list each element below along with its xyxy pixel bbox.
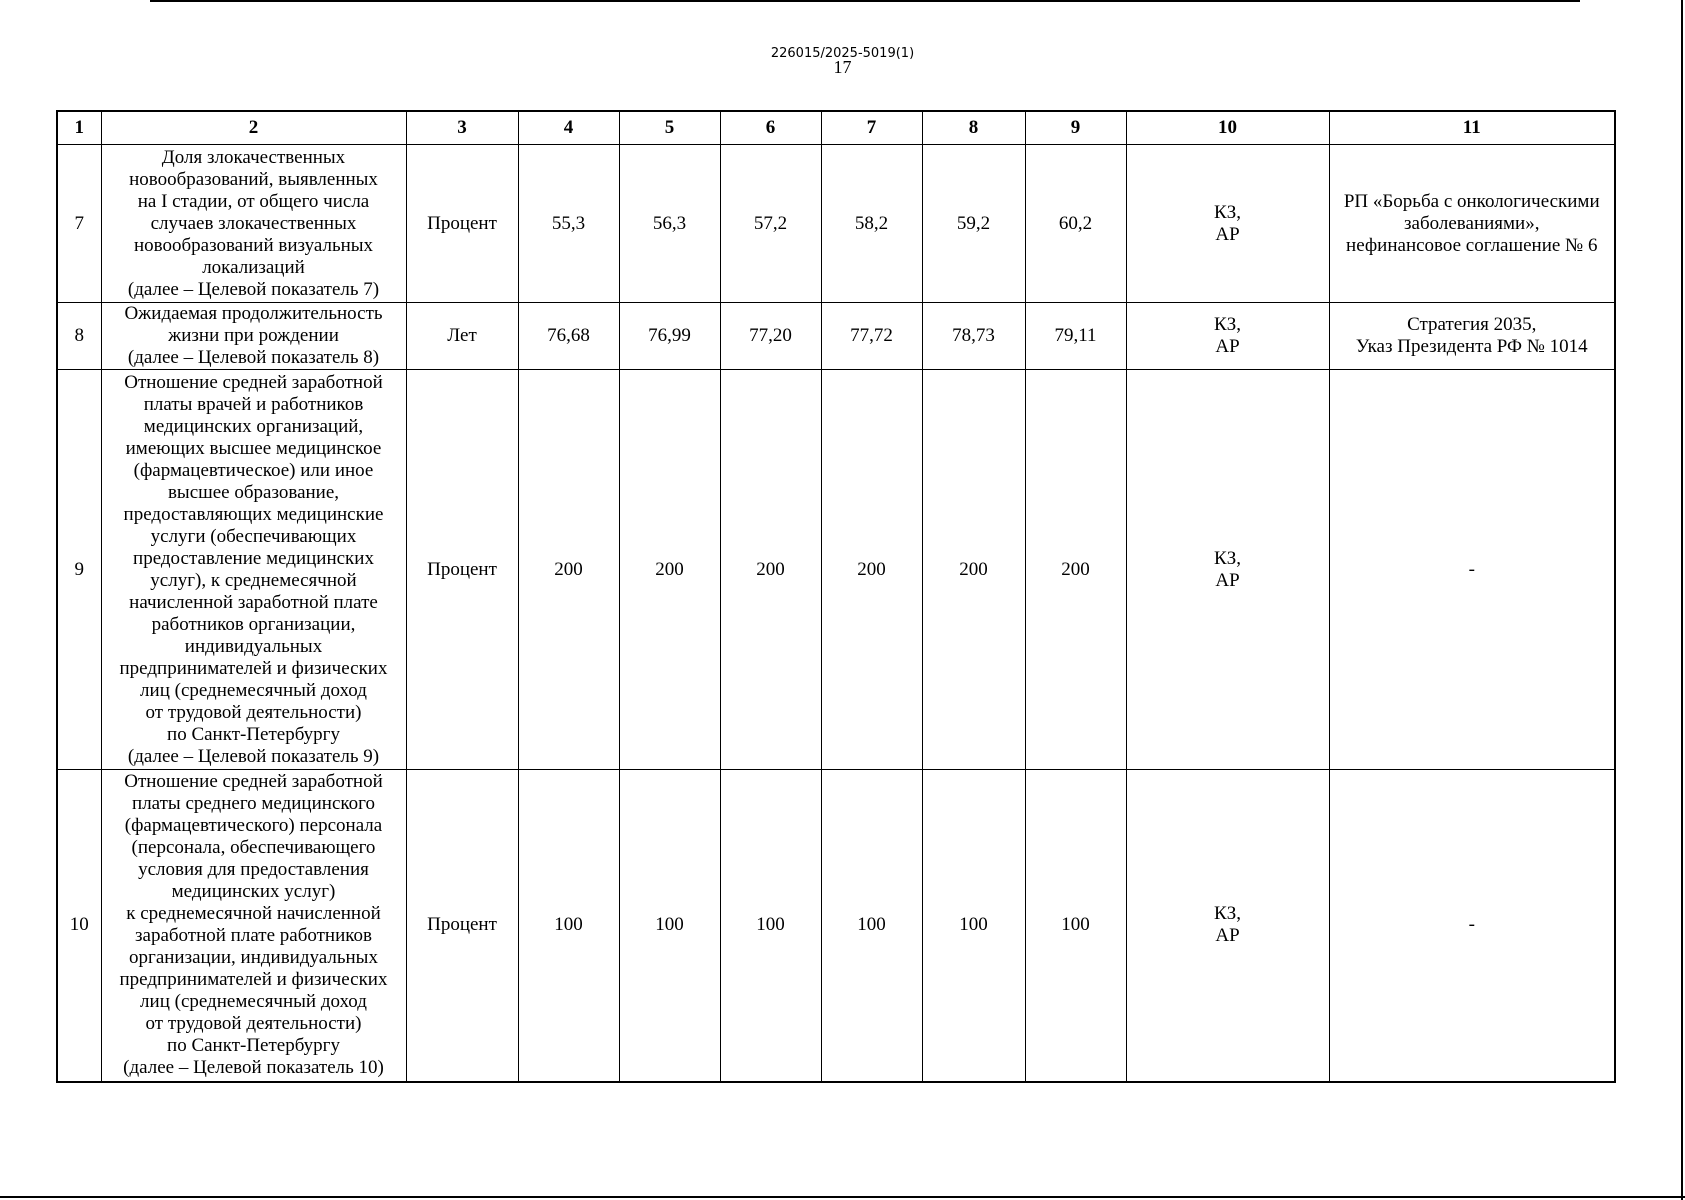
right-border-line xyxy=(1681,0,1683,1200)
indicator-name xyxy=(101,303,406,370)
source-cell xyxy=(1329,145,1615,303)
value-cell: 77,72 xyxy=(821,303,922,370)
responsible-cell xyxy=(1126,145,1329,303)
value-cell: 76,99 xyxy=(619,303,720,370)
indicator-name-text: Доля злокачественных новообразований, выявленных на I стадии, от общего числа случаев злокачественных новообразований визуальных локализаций (далее – Целевой показатель 7) xyxy=(127,146,380,300)
responsible-cell xyxy=(1126,770,1329,1082)
indicator-name xyxy=(101,770,406,1082)
source-text: - xyxy=(1468,558,1475,580)
column-header: 3 xyxy=(406,111,518,145)
column-header: 6 xyxy=(720,111,821,145)
indicators-table xyxy=(56,110,1616,1083)
column-header: 9 xyxy=(1025,111,1126,145)
value-cell: 58,2 xyxy=(821,145,922,303)
responsible-text: КЗ, АР xyxy=(1214,314,1241,357)
indicator-name-text: Ожидаемая продолжительность жизни при рождении (далее – Целевой показатель 8) xyxy=(124,303,383,368)
value-cell: 100 xyxy=(518,770,619,1082)
column-header: 4 xyxy=(518,111,619,145)
top-border-line xyxy=(150,0,1580,2)
responsible-cell xyxy=(1126,370,1329,770)
column-header: 8 xyxy=(922,111,1025,145)
indicator-name-text: Отношение средней заработной платы среднего медицинского (фармацевтического) персонала (персонала, обеспечивающего условия для предоставления медицинских услуг) к среднемесячной начисленной заработной плате работников организации, индивидуальных предпринимателей и физических лиц (среднемесячный доход от трудовой деятельности) по Санкт-Петербургу (далее – Целевой показатель 10) xyxy=(119,771,388,1079)
source-text: - xyxy=(1468,914,1475,936)
column-header: 7 xyxy=(821,111,922,145)
source-cell xyxy=(1329,770,1615,1082)
column-header: 11 xyxy=(1329,111,1615,145)
value-cell: 79,11 xyxy=(1025,303,1126,370)
responsible-text: КЗ, АР xyxy=(1214,547,1241,591)
bottom-border-line xyxy=(0,1196,1685,1198)
value-cell: 200 xyxy=(619,370,720,770)
value-cell: 100 xyxy=(720,770,821,1082)
source-text: РП «Борьба с онкологическими заболеваниями», нефинансовое соглашение № 6 xyxy=(1343,190,1600,256)
row-number: 10 xyxy=(57,770,101,1082)
responsible-text: КЗ, АР xyxy=(1214,201,1241,245)
value-cell: 200 xyxy=(518,370,619,770)
value-cell: 200 xyxy=(1025,370,1126,770)
column-header: 2 xyxy=(101,111,406,145)
value-cell: 60,2 xyxy=(1025,145,1126,303)
value-cell: 100 xyxy=(1025,770,1126,1082)
table-row xyxy=(57,770,1615,1082)
source-text: Стратегия 2035, Указ Президента РФ № 1014 xyxy=(1355,314,1588,357)
value-cell: 78,73 xyxy=(922,303,1025,370)
indicator-name xyxy=(101,145,406,303)
source-cell xyxy=(1329,370,1615,770)
row-number: 9 xyxy=(57,370,101,770)
value-cell: 76,68 xyxy=(518,303,619,370)
value-cell: 56,3 xyxy=(619,145,720,303)
value-cell: 100 xyxy=(922,770,1025,1082)
column-header: 5 xyxy=(619,111,720,145)
indicator-name-text: Отношение средней заработной платы врачей и работников медицинских организаций, имеющих высшее медицинское (фармацевтическое) или иное высшее образование, предоставляющих медицинские услуги (обеспечивающих предоставление медицинских услуг), к среднемесячной начисленной заработной плате работников организации, индивидуальных предпринимателей и физических лиц (среднемесячный доход от трудовой деятельности) по Санкт-Петербургу (далее – Целевой показатель 9) xyxy=(119,371,388,767)
table-row xyxy=(57,145,1615,303)
row-number: 7 xyxy=(57,145,101,303)
unit-cell: Процент xyxy=(406,770,518,1082)
document-code: 226015/2025-5019(1) xyxy=(770,46,915,61)
table-header-row xyxy=(57,111,1615,145)
responsible-text: КЗ, АР xyxy=(1214,903,1241,947)
value-cell: 100 xyxy=(821,770,922,1082)
column-header: 10 xyxy=(1126,111,1329,145)
responsible-cell xyxy=(1126,303,1329,370)
column-header: 1 xyxy=(57,111,101,145)
value-cell: 200 xyxy=(720,370,821,770)
unit-cell: Процент xyxy=(406,145,518,303)
value-cell: 77,20 xyxy=(720,303,821,370)
unit-cell: Лет xyxy=(406,303,518,370)
value-cell: 200 xyxy=(821,370,922,770)
source-cell xyxy=(1329,303,1615,370)
indicator-name xyxy=(101,370,406,770)
value-cell: 55,3 xyxy=(518,145,619,303)
value-cell: 200 xyxy=(922,370,1025,770)
table-row xyxy=(57,303,1615,370)
unit-cell: Процент xyxy=(406,370,518,770)
page-number: 17 xyxy=(833,57,852,77)
value-cell: 59,2 xyxy=(922,145,1025,303)
value-cell: 100 xyxy=(619,770,720,1082)
table-row xyxy=(57,370,1615,770)
value-cell: 57,2 xyxy=(720,145,821,303)
row-number: 8 xyxy=(57,303,101,370)
